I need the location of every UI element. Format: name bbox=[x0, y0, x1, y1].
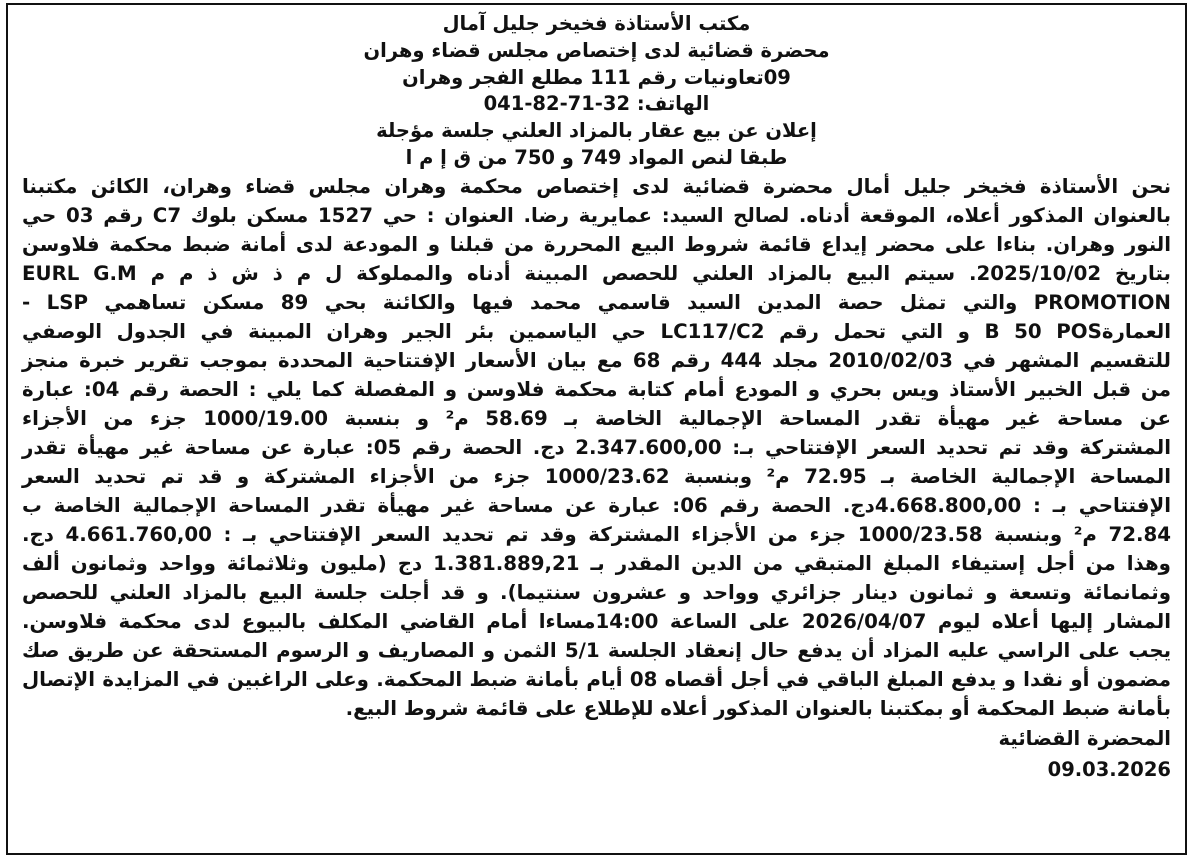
announcement-title: إعلان عن بيع عقار بالمزاد العلني جلسة مؤجلة bbox=[376, 119, 817, 143]
body-line: الإفتتاحي بـ : 4.668.800,00دج. الحصة رقم 06: عبارة عن مساحة غير مهيأة تقدر المساحة الإجمالية الخاصة ب bbox=[22, 493, 1171, 517]
body-line: المساحة الإجمالية الخاصة بـ 72.95 م² وبنسبة 1000/23.62 جزء من الأجزاء المشتركة و قد تم تحديد السعر bbox=[22, 464, 1171, 488]
signature-title: المحضرة القضائية bbox=[998, 726, 1171, 750]
office-title: محضرة قضائية لدى إختصاص مجلس قضاء وهران bbox=[363, 38, 830, 62]
body-line: بأمانة ضبط المحكمة أو بمكتبنا بالعنوان المذكور أعلاه للإطلاع على قائمة شروط البيع. bbox=[345, 696, 1171, 720]
notice-header bbox=[22, 11, 1171, 172]
office-name: مكتب الأستاذة فخيخر جليل آمال bbox=[442, 12, 751, 35]
body-line: يجب على الراسي عليه المزاد أن يدفع حال إنعقاد الجلسة 5/1 الثمن و المصاريف و الرسوم المستحقة عن طريق صك bbox=[22, 638, 1171, 662]
body-line: وهذا من أجل إستيفاء المبلغ المتبقي من الدين المقدر بـ 1.381.889,21 دج (مليون وثلاثمائة وواحد وثمانون ألف bbox=[22, 551, 1171, 575]
body-line: للتقسيم المشهر في 2010/02/03 مجلد 444 رقم 68 مع بيان الأسعار الإفتتاحية المحددة بموجب تقرير خبرة منجز bbox=[22, 348, 1171, 372]
body-line: من قبل الخبير الأستاذ ويس بحري و المودع أمام كتابة محكمة فلاوسن و المفصلة كما يلي : الحصة رقم 04: عبارة bbox=[22, 377, 1171, 401]
body-line: بالعنوان المذكور أعلاه، الموقعة أدناه. لصالح السيد: عمايرية رضا. العنوان : حي 1527 مسكن بلوك C7 رقم 03 حي bbox=[22, 203, 1171, 227]
body-line: PROMOTION والتي تمثل حصة المدين السيد قاسمي محمد فيها والكائنة بحي 89 مسكن تساهمي LSP - bbox=[22, 290, 1171, 314]
body-line: 72.84 م² وبنسبة 1000/23.58 جزء من الأجزاء المشتركة وقد تم تحديد السعر الإفتتاحي بـ : 4.661.760,00 دج. bbox=[22, 522, 1172, 546]
body-line: المشار إليها أعلاه ليوم 2026/04/07 على الساعة 14:00مساءا أمام القاضي المكلف بالبيوع لدى محكمة فلاوسن. bbox=[22, 609, 1171, 633]
notice-footer bbox=[22, 723, 1171, 785]
legal-notice bbox=[6, 3, 1187, 855]
body-line: النور وهران. بناءا على محضر إيداع قائمة شروط البيع المحررة من قبلنا و المودعة لدى أمانة ضبط محكمة فلاوسن bbox=[22, 232, 1171, 256]
body-line: العمارةB 50 POS و التي تحمل رقم LC117/C2 حي الياسمين بئر الجير وهران المبينة في الجدول الوصفي bbox=[22, 319, 1171, 343]
office-address: 09تعاونيات رقم 111 مطلع الفجر وهران bbox=[402, 65, 791, 89]
notice-date: 09.03.2026 bbox=[1047, 757, 1171, 781]
body-line: عن مساحة غير مهيأة تقدر المساحة الإجمالية الخاصة بـ 58.69 م² و بنسبة 1000/19.00 جزء من الأجزاء bbox=[22, 406, 1171, 430]
body-line: مضمون أو نقدا و يدفع المبلغ الباقي في أجل أقصاه 08 أيام بأمانة ضبط المحكمة. وعلى الراغبين في المزايدة الإتصال bbox=[22, 667, 1171, 691]
office-phone: الهاتف: 32-71-82-041 bbox=[483, 92, 710, 116]
body-line: نحن الأستاذة فخيخر جليل أمال محضرة قضائية لدى إختصاص محكمة وهران مجلس قضاء وهران، الكائن مكتبنا bbox=[22, 174, 1171, 198]
body-line: المشتركة وقد تم تحديد السعر الإفتتاحي بـ: 2.347.600,00 دج. الحصة رقم 05: عبارة عن مساحة غير مهيأة تقدر bbox=[22, 435, 1172, 459]
body-line: وثمانمائة وتسعة و ثمانون دينار جزائري وواحد و عشرون سنتيما). و قد أجلت جلسة البيع بالمزاد العلني للحصص bbox=[22, 580, 1171, 604]
legal-basis: طبقا لنص المواد 749 و 750 من ق إ م ا bbox=[405, 145, 788, 169]
body-line: بتاريخ 2025/10/02. سيتم البيع بالمزاد العلني للحصص المبينة أدناه والمملوكة ل م ذ ش ذ م م EURL G.M bbox=[22, 261, 1171, 285]
notice-body bbox=[22, 172, 1171, 723]
